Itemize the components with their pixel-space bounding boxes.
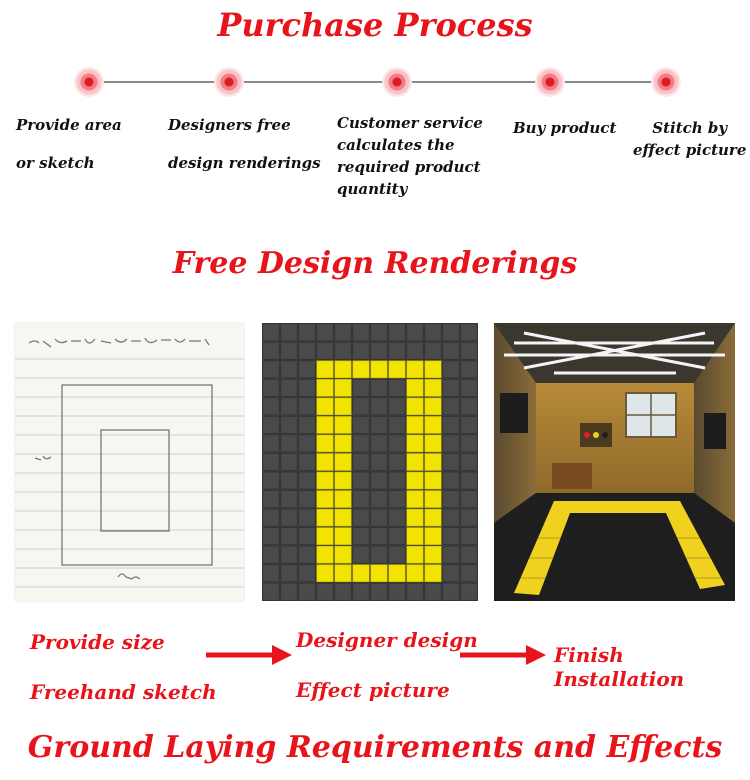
dark-tile (425, 342, 441, 359)
dark-tile (389, 379, 405, 396)
dark-tile (371, 435, 387, 452)
dark-tile (299, 565, 315, 582)
yellow-tile (353, 565, 369, 582)
dark-tile (389, 324, 405, 341)
timeline-node-4 (535, 67, 565, 97)
dark-tile (461, 361, 477, 378)
dark-tile (281, 528, 297, 545)
dark-tile (461, 379, 477, 396)
step-3-line-1: Customer service (337, 114, 483, 132)
yellow-tile (335, 398, 351, 415)
dark-tile (263, 509, 279, 526)
dark-tile (299, 472, 315, 489)
dark-tile (263, 342, 279, 359)
dark-tile (317, 342, 333, 359)
dark-tile (443, 565, 459, 582)
dark-tile (299, 509, 315, 526)
timeline-line (86, 81, 666, 83)
step-1-line-2: or sketch (16, 154, 95, 172)
dark-tile (443, 435, 459, 452)
yellow-tile (425, 379, 441, 396)
dark-tile (461, 472, 477, 489)
yellow-tile (335, 509, 351, 526)
dark-tile (443, 472, 459, 489)
tile-rendering (262, 323, 478, 601)
dark-tile (443, 546, 459, 563)
yellow-tile (407, 472, 423, 489)
dark-tile (389, 491, 405, 508)
dark-tile (263, 435, 279, 452)
freehand-sketch-label: Freehand sketch (30, 680, 217, 704)
effect-picture-label: Effect picture (296, 678, 450, 702)
dark-tile (263, 565, 279, 582)
yellow-tile (317, 379, 333, 396)
dark-tile (443, 324, 459, 341)
yellow-tile (407, 361, 423, 378)
dark-tile (461, 565, 477, 582)
dark-tile (263, 398, 279, 415)
dark-tile (299, 324, 315, 341)
dark-tile (299, 379, 315, 396)
dark-tile (389, 416, 405, 433)
yellow-tile (317, 454, 333, 471)
dark-tile (263, 324, 279, 341)
dark-tile (263, 528, 279, 545)
dark-tile (317, 583, 333, 600)
dark-tile (443, 528, 459, 545)
yellow-tile (335, 565, 351, 582)
dark-tile (281, 398, 297, 415)
dark-tile (443, 379, 459, 396)
dark-tile (371, 379, 387, 396)
dark-tile (371, 398, 387, 415)
yellow-tile (317, 361, 333, 378)
timeline-node-3 (382, 67, 412, 97)
yellow-tile (317, 491, 333, 508)
yellow-tile (371, 361, 387, 378)
dark-tile (335, 583, 351, 600)
dark-tile (299, 583, 315, 600)
dark-tile (461, 509, 477, 526)
timeline-node-2 (214, 67, 244, 97)
yellow-tile (335, 491, 351, 508)
purchase-process-title: Purchase Process (217, 6, 533, 44)
yellow-tile (317, 565, 333, 582)
dark-tile (425, 324, 441, 341)
dark-tile (263, 379, 279, 396)
dark-tile (461, 454, 477, 471)
finish-installation-label: Finish Installation (554, 643, 685, 691)
yellow-tile (407, 379, 423, 396)
dark-tile (281, 435, 297, 452)
yellow-tile (425, 472, 441, 489)
dark-tile (299, 454, 315, 471)
dark-tile (443, 583, 459, 600)
yellow-tile (425, 435, 441, 452)
yellow-tile (335, 379, 351, 396)
yellow-tile (407, 454, 423, 471)
dark-tile (281, 361, 297, 378)
provide-size-label: Provide size (30, 630, 165, 654)
yellow-tile (407, 398, 423, 415)
dark-tile (263, 416, 279, 433)
step-customer-service (337, 112, 483, 200)
step-stitch (633, 117, 746, 161)
dark-tile (389, 398, 405, 415)
dark-tile (371, 546, 387, 563)
dark-tile (389, 583, 405, 600)
room-scene (494, 323, 735, 601)
dark-tile (371, 509, 387, 526)
yellow-tile (317, 528, 333, 545)
yellow-tile (425, 361, 441, 378)
step-2-line-2: design renderings (168, 154, 321, 172)
dark-tile (263, 472, 279, 489)
dark-tile (281, 472, 297, 489)
dark-tile (281, 565, 297, 582)
dark-tile (443, 491, 459, 508)
designer-design-label: Designer design (296, 628, 478, 652)
dark-tile (281, 454, 297, 471)
dark-tile (407, 342, 423, 359)
dark-tile (353, 491, 369, 508)
dark-tile (389, 435, 405, 452)
yellow-tile (425, 491, 441, 508)
dark-tile (299, 342, 315, 359)
dark-tile (461, 416, 477, 433)
yellow-tile (425, 398, 441, 415)
tile-grid (262, 323, 478, 601)
yellow-tile (335, 435, 351, 452)
dark-tile (443, 361, 459, 378)
dark-tile (461, 583, 477, 600)
ground-laying-title: Ground Laying Requirements and Effects (27, 730, 723, 765)
dark-tile (443, 454, 459, 471)
dark-tile (299, 416, 315, 433)
right-arrow-icon (460, 644, 546, 666)
step-3-line-3: required product (337, 158, 481, 176)
step-design-renderings (168, 106, 321, 182)
yellow-tile (407, 546, 423, 563)
dark-tile (407, 583, 423, 600)
dark-tile (443, 398, 459, 415)
dark-tile (353, 583, 369, 600)
yellow-tile (317, 416, 333, 433)
yellow-tile (407, 416, 423, 433)
dark-tile (281, 583, 297, 600)
yellow-tile (407, 528, 423, 545)
dark-tile (461, 435, 477, 452)
yellow-tile (407, 509, 423, 526)
free-design-renderings-title: Free Design Renderings (172, 246, 578, 281)
sketch-photo (15, 323, 244, 601)
yellow-tile (317, 398, 333, 415)
dark-tile (371, 472, 387, 489)
step-4-line-1: Buy product (513, 119, 617, 137)
dark-tile (461, 342, 477, 359)
dark-tile (335, 342, 351, 359)
dark-tile (371, 342, 387, 359)
yellow-tile (425, 509, 441, 526)
dark-tile (389, 528, 405, 545)
dark-tile (353, 472, 369, 489)
yellow-tile (425, 454, 441, 471)
yellow-tile (407, 435, 423, 452)
dark-tile (263, 454, 279, 471)
dark-tile (353, 342, 369, 359)
yellow-tile (407, 491, 423, 508)
step-2-line-1: Designers free (168, 116, 291, 134)
dark-tile (263, 546, 279, 563)
timeline-node-1 (74, 67, 104, 97)
yellow-tile (353, 361, 369, 378)
sketch-drawing (15, 323, 244, 601)
dark-tile (371, 528, 387, 545)
dark-tile (353, 509, 369, 526)
dark-tile (425, 583, 441, 600)
dark-tile (407, 324, 423, 341)
dark-tile (281, 491, 297, 508)
yellow-tile (317, 546, 333, 563)
yellow-tile (335, 454, 351, 471)
dark-tile (461, 528, 477, 545)
dark-tile (335, 324, 351, 341)
yellow-tile (389, 565, 405, 582)
dark-tile (281, 509, 297, 526)
dark-tile (371, 454, 387, 471)
dark-tile (443, 509, 459, 526)
dark-tile (299, 398, 315, 415)
dark-tile (353, 379, 369, 396)
dark-tile (461, 491, 477, 508)
yellow-tile (389, 361, 405, 378)
step-5-line-1: Stitch by (652, 119, 728, 137)
step-3-line-2: calculates the (337, 136, 455, 154)
dark-tile (371, 491, 387, 508)
dark-tile (461, 546, 477, 563)
dark-tile (299, 435, 315, 452)
dark-tile (317, 324, 333, 341)
dark-tile (389, 454, 405, 471)
dark-tile (281, 379, 297, 396)
yellow-tile (317, 472, 333, 489)
dark-tile (443, 416, 459, 433)
dark-tile (461, 398, 477, 415)
step-3-line-4: quantity (337, 180, 408, 198)
yellow-tile (335, 546, 351, 563)
yellow-tile (425, 546, 441, 563)
dark-tile (299, 491, 315, 508)
dark-tile (353, 546, 369, 563)
dark-tile (353, 528, 369, 545)
dark-tile (263, 491, 279, 508)
dark-tile (299, 361, 315, 378)
yellow-tile (425, 528, 441, 545)
dark-tile (281, 416, 297, 433)
dark-tile (389, 509, 405, 526)
right-arrow-icon (206, 644, 292, 666)
yellow-tile (335, 528, 351, 545)
step-5-line-2: effect picture (633, 141, 747, 159)
dark-tile (353, 398, 369, 415)
dark-tile (353, 435, 369, 452)
dark-tile (371, 416, 387, 433)
yellow-tile (371, 565, 387, 582)
yellow-tile (317, 509, 333, 526)
timeline-node-5 (651, 67, 681, 97)
dark-tile (263, 361, 279, 378)
dark-tile (263, 583, 279, 600)
dark-tile (371, 324, 387, 341)
dark-tile (389, 546, 405, 563)
dark-tile (371, 583, 387, 600)
dark-tile (353, 454, 369, 471)
step-buy-product (513, 117, 616, 139)
yellow-tile (425, 565, 441, 582)
dark-tile (389, 472, 405, 489)
step-1-line-1: Provide area (16, 116, 122, 134)
yellow-tile (317, 435, 333, 452)
dark-tile (353, 324, 369, 341)
yellow-tile (407, 565, 423, 582)
yellow-tile (335, 361, 351, 378)
step-provide-area (16, 106, 122, 182)
dark-tile (281, 324, 297, 341)
dark-tile (281, 546, 297, 563)
dark-tile (389, 342, 405, 359)
yellow-tile (335, 472, 351, 489)
installation-photo (494, 323, 735, 601)
dark-tile (353, 416, 369, 433)
dark-tile (299, 528, 315, 545)
dark-tile (299, 546, 315, 563)
dark-tile (281, 342, 297, 359)
dark-tile (443, 342, 459, 359)
yellow-tile (425, 416, 441, 433)
dark-tile (461, 324, 477, 341)
yellow-tile (335, 416, 351, 433)
